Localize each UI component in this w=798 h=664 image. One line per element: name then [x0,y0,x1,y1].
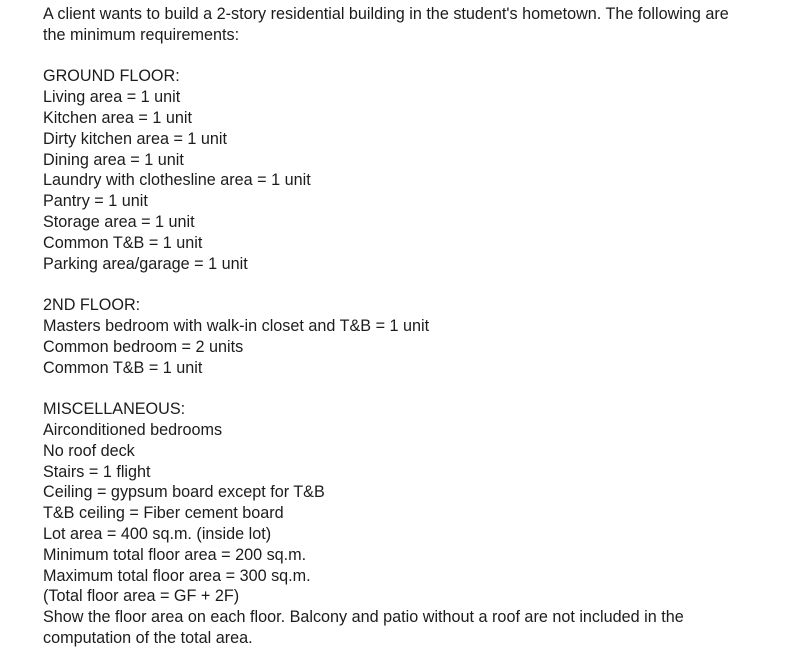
requirement-item: Laundry with clothesline area = 1 unit [43,171,311,190]
requirement-item: Masters bedroom with walk-in closet and T&B = 1 unit [43,316,430,335]
requirement-item: Dining area = 1 unit [43,150,184,169]
requirement-item: Common T&B = 1 unit [43,233,203,252]
second-floor-section [43,295,758,378]
requirement-item: (Total floor area = GF + 2F) [43,587,240,606]
requirement-item: Ceiling = gypsum board except for T&B [43,483,325,502]
requirement-item: Storage area = 1 unit [43,212,195,231]
spacer [43,46,758,67]
requirement-item: T&B ceiling = Fiber cement board [43,504,284,523]
spacer [43,274,758,295]
requirement-item: Airconditioned bedrooms [43,420,223,439]
requirement-item: Parking area/garage = 1 unit [43,254,248,273]
spacer [43,378,758,399]
requirement-item: Stairs = 1 flight [43,462,151,481]
requirement-item: Pantry = 1 unit [43,192,148,211]
requirement-item: Dirty kitchen area = 1 unit [43,129,227,148]
requirement-item: Common T&B = 1 unit [43,358,203,377]
requirement-item: No roof deck [43,441,135,460]
second-floor-heading: 2ND FLOOR: [43,296,141,315]
requirement-item: Maximum total floor area = 300 sq.m. [43,566,311,585]
ground-floor-heading: GROUND FLOOR: [43,67,180,86]
miscellaneous-heading: MISCELLANEOUS: [43,400,186,419]
requirement-item: Living area = 1 unit [43,88,181,107]
requirement-item: Common bedroom = 2 units [43,337,244,356]
intro-paragraph: A client wants to build a 2-story residential building in the student's hometown. The following are the minimum requirements: [43,5,729,44]
ground-floor-section [43,66,758,274]
miscellaneous-section [43,399,758,649]
note-paragraph: Show the floor area on each floor. Balcony and patio without a roof are not included in the computation of the total area. [43,608,684,647]
requirement-item: Lot area = 400 sq.m. (inside lot) [43,524,272,543]
requirement-item: Minimum total floor area = 200 sq.m. [43,545,307,564]
requirement-item: Kitchen area = 1 unit [43,108,192,127]
